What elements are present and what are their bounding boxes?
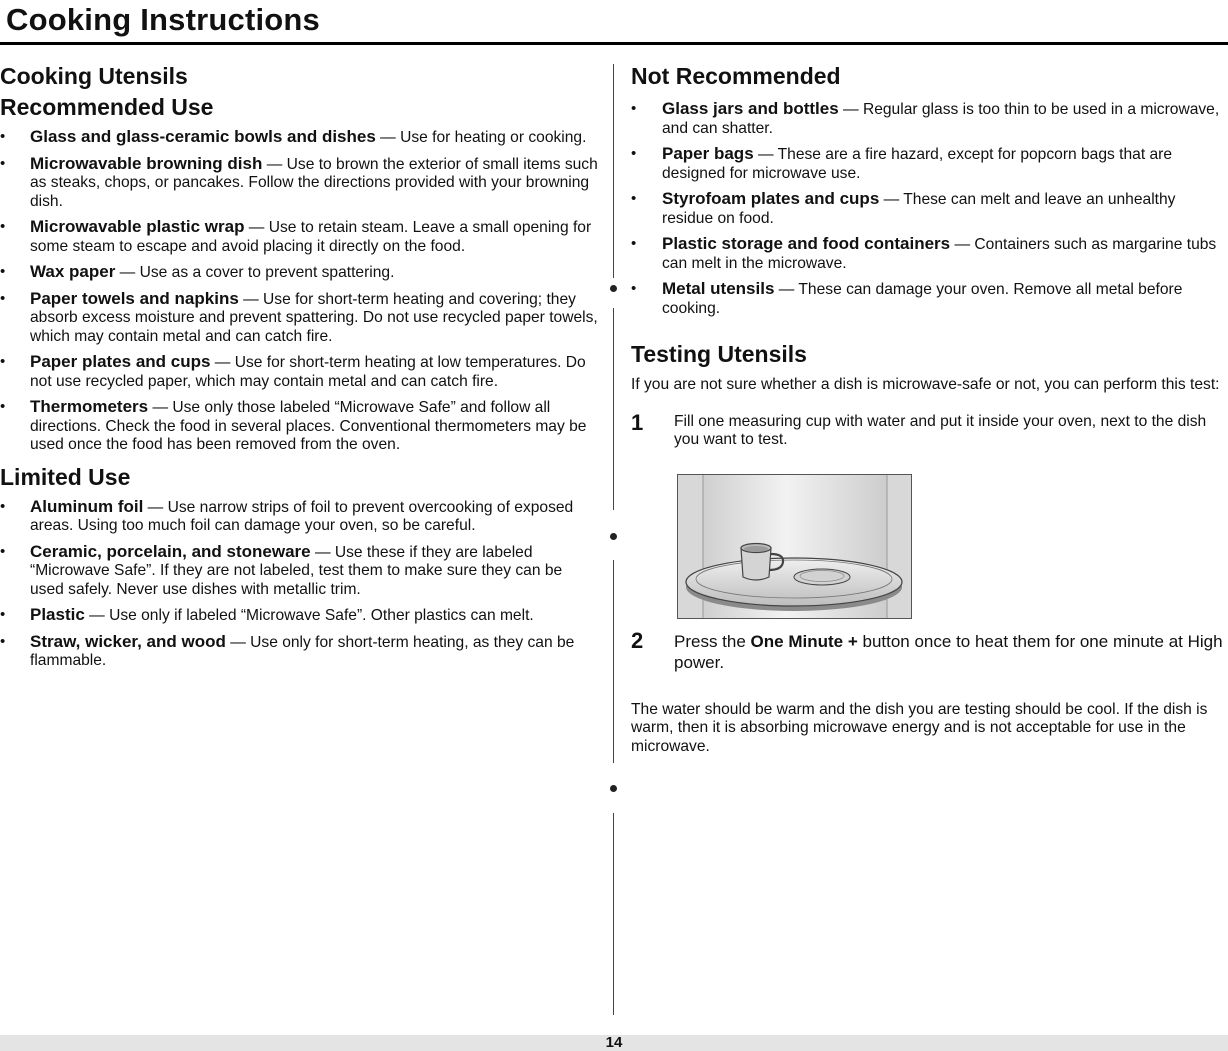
item-desc: — Containers such as margarine tubs can melt in the microwave. — [662, 236, 1217, 272]
testing-closing: The water should be warm and the dish you are testing should be cool. If the dish is warm, then it is absorbing microwave energy and is not acceptable for use in the microwave. — [631, 700, 1208, 755]
bullet-icon: • — [0, 289, 6, 307]
limited-use-heading: Limited Use — [0, 463, 131, 490]
bullet-icon: • — [0, 263, 6, 280]
bullet-icon: • — [0, 606, 6, 623]
item-desc: — Use as a cover to prevent spattering. — [115, 264, 395, 281]
list-item — [0, 290, 600, 347]
bullet-icon: • — [0, 128, 6, 145]
column-divider — [613, 813, 614, 1015]
item-term: Metal utensils — [662, 279, 775, 298]
list-item — [0, 543, 600, 600]
step-1 — [631, 409, 1225, 450]
divider-dot — [610, 285, 617, 292]
page-title: Cooking Instructions — [6, 2, 320, 37]
item-term: Paper plates and cups — [30, 352, 211, 371]
item-term: Straw, wicker, and wood — [30, 631, 226, 651]
list-item — [631, 100, 1225, 138]
bullet-icon: • — [0, 353, 6, 370]
bullet-icon: • — [0, 632, 6, 650]
list-item — [0, 606, 600, 626]
step-text-before: Press the — [674, 631, 751, 651]
list-item — [631, 190, 1225, 228]
list-item — [0, 353, 600, 391]
item-term: Paper towels and napkins — [30, 288, 239, 308]
item-desc: — Use for short-term heating and covering; they absorb excess moisture and prevent spattering. Do not use recycled paper towels, which may contain metal and can catch fire. — [30, 290, 598, 345]
bullet-icon: • — [631, 100, 637, 117]
item-desc: — Use to retain steam. Leave a small opening for some steam to escape and avoid placing it directly on the food. — [30, 219, 592, 255]
bullet-icon: • — [0, 398, 6, 415]
list-item — [0, 263, 600, 283]
item-desc: — Use only those labeled “Microwave Safe” and follow all directions. Check the food in several places. Conventional thermometers may be used once the food has been removed from the oven. — [30, 399, 587, 453]
step-number: 1 — [631, 409, 644, 435]
item-term: Ceramic, porcelain, and stoneware — [30, 541, 311, 561]
item-term: Plastic storage and food containers — [662, 234, 951, 253]
testing-intro: If you are not sure whether a dish is microwave-safe or not, you can perform this test: — [631, 376, 1220, 393]
bullet-icon: • — [631, 280, 637, 297]
item-term: Aluminum foil — [30, 496, 144, 516]
list-item — [0, 498, 600, 536]
bullet-icon: • — [631, 145, 637, 162]
item-term: Microwavable plastic wrap — [30, 217, 245, 236]
left-column — [0, 60, 600, 678]
item-desc: — Use only for short-term heating, as they can be flammable. — [30, 633, 575, 669]
list-item — [631, 235, 1225, 273]
step-text-after: button once to heat them for one minute at High power. — [674, 631, 1223, 672]
item-term: Thermometers — [30, 397, 149, 416]
item-term: Glass and glass-ceramic bowls and dishes — [30, 127, 376, 146]
divider-dot — [610, 533, 617, 540]
item-desc: — Use these if they are labeled “Microwave Safe”. If they are not labeled, test them to make sure they can be used safely. Never use dishes with metallic trim. — [30, 543, 563, 598]
item-desc: — Use for heating or cooking. — [375, 129, 587, 146]
list-item — [0, 128, 600, 148]
item-term: Plastic — [30, 605, 85, 624]
item-term: Styrofoam plates and cups — [662, 189, 880, 208]
list-item — [0, 398, 600, 455]
page-number: 14 — [605, 1034, 623, 1051]
item-term: Glass jars and bottles — [662, 99, 839, 118]
microwave-cup-dish-illustration — [677, 474, 912, 619]
list-item — [0, 218, 600, 256]
list-item — [631, 145, 1225, 183]
bullet-icon: • — [0, 154, 6, 172]
item-desc: — These can damage your oven. Remove all metal before cooking. — [662, 281, 1183, 317]
step-text: Fill one measuring cup with water and put it inside your oven, next to the dish you want to test. — [674, 412, 1207, 448]
item-desc: — These are a fire hazard, except for popcorn bags that are designed for microwave use. — [662, 146, 1173, 182]
title-rule — [0, 42, 1228, 45]
recommended-use-heading: Recommended Use — [0, 94, 214, 120]
one-minute-button-label: One Minute + — [750, 631, 858, 651]
not-recommended-heading: Not Recommended — [631, 63, 841, 89]
item-desc: — Use for short-term heating at low temperatures. Do not use recycled paper, which may contain metal and can catch fire. — [30, 354, 586, 390]
item-desc: — Use narrow strips of foil to prevent overcooking of exposed areas. Using too much foil can damage your oven, so be careful. — [30, 498, 574, 534]
limited-list — [0, 498, 600, 671]
bullet-icon: • — [631, 190, 637, 207]
item-term: Wax paper — [30, 262, 116, 281]
column-divider — [613, 560, 614, 763]
recommended-list — [0, 128, 600, 455]
testing-utensils-heading: Testing Utensils — [631, 341, 807, 367]
bullet-icon: • — [0, 218, 6, 235]
item-term: Microwavable browning dish — [30, 153, 263, 173]
cooking-utensils-heading: Cooking Utensils — [0, 63, 188, 89]
list-item — [631, 280, 1225, 318]
list-item — [0, 155, 600, 212]
item-desc: — Use to brown the exterior of small items such as steaks, chops, or pancakes. Follow the directions provided with your browning dish. — [30, 155, 598, 210]
bullet-icon: • — [0, 497, 6, 515]
step-2 — [631, 627, 1225, 673]
item-desc: — Use only if labeled “Microwave Safe”. Other plastics can melt. — [84, 607, 534, 624]
column-divider — [613, 64, 614, 278]
bullet-icon: • — [0, 542, 6, 560]
not-recommended-list — [631, 100, 1225, 318]
step-number: 2 — [631, 627, 644, 653]
step-text — [674, 631, 1225, 673]
divider-dot — [610, 785, 617, 792]
item-desc: — These can melt and leave an unhealthy residue on food. — [662, 191, 1176, 227]
right-column — [631, 60, 1225, 756]
item-term: Paper bags — [662, 144, 754, 163]
item-desc: — Regular glass is too thin to be used in a microwave, and can shatter. — [662, 101, 1220, 137]
bullet-icon: • — [631, 235, 637, 252]
column-divider — [613, 308, 614, 510]
list-item — [0, 633, 600, 671]
